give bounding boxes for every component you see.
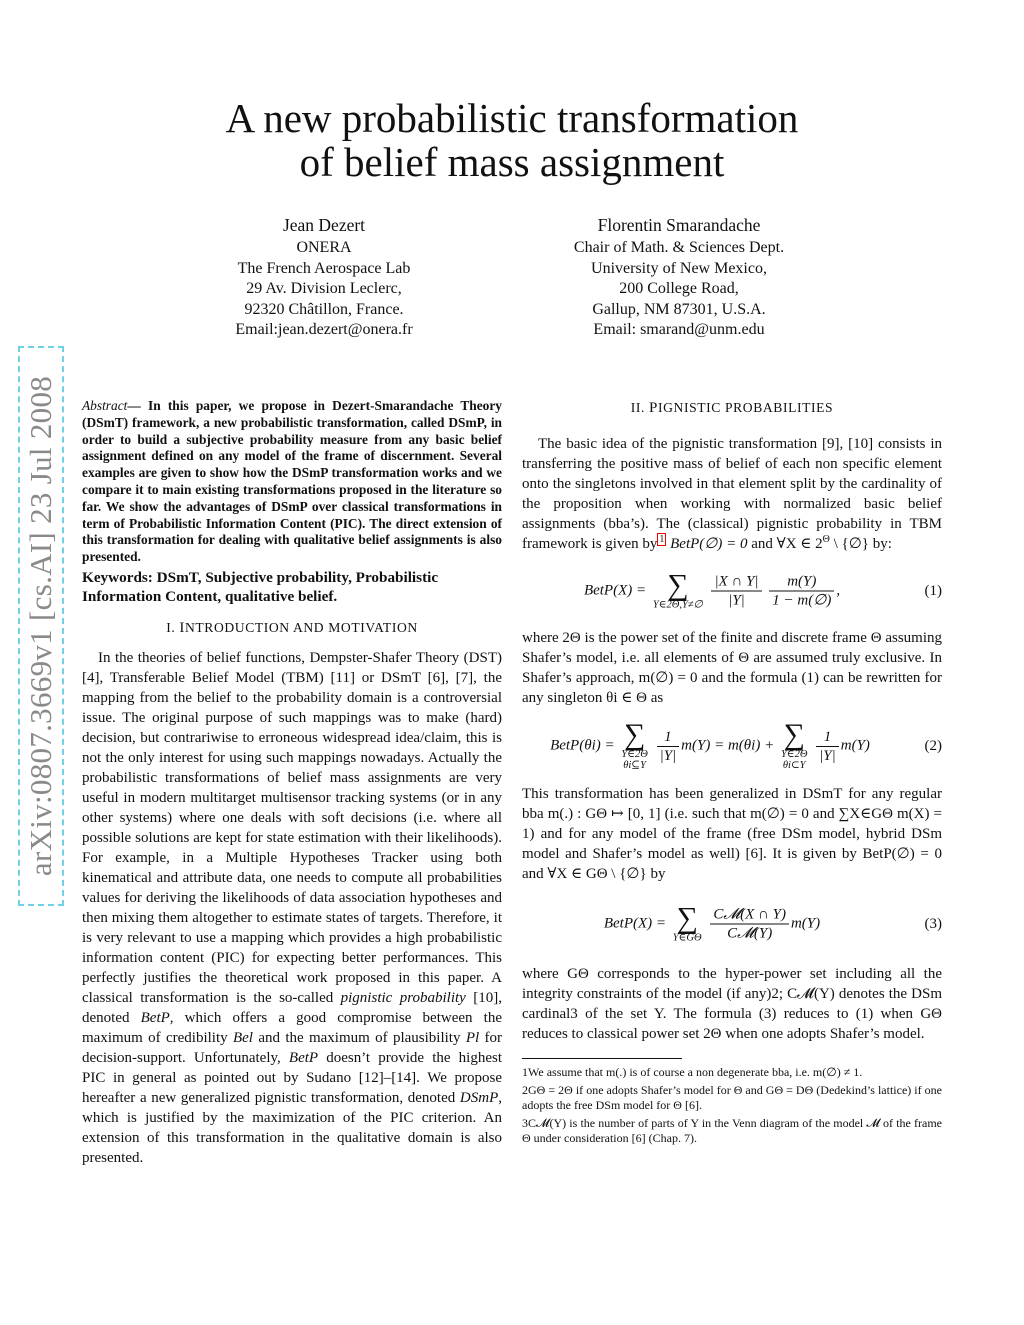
- eq-tail: ,: [836, 582, 841, 599]
- eq-tail: m(Y): [790, 915, 821, 932]
- text-run: , which offers a good compromise between the maximum of credibility: [82, 1009, 502, 1046]
- footnote-1: 1We assume that m(.) is of course a non degenerate bba, i.e. m(∅) ≠ 1.: [522, 1065, 863, 1079]
- author-affiliation: ONERA: [296, 239, 352, 256]
- sum-symbol: ∑ Y∈2Θ,Y≠∅: [652, 568, 703, 611]
- fraction: [657, 728, 680, 765]
- title-line-2: of belief mass assignment: [299, 139, 725, 185]
- equation-number: (2): [924, 738, 942, 754]
- equation-3: [522, 884, 942, 964]
- fraction-num: |X ∩ Y|: [711, 573, 761, 592]
- equation-2: [522, 708, 942, 784]
- text-run: , which is justified by the maximization of the PIC criterion. An extension of this transformation in the qualitative domain is also presented.: [82, 1089, 502, 1166]
- author-affiliation: Chair of Math. & Sciences Dept.: [573, 239, 785, 256]
- fraction: [816, 728, 839, 765]
- eq2-lhs: BetP(θi) =: [550, 737, 615, 754]
- fraction-den: |Y|: [728, 592, 745, 609]
- abstract-lead: Abstract: [82, 398, 128, 413]
- sum-symbol: ∑ Y∈2Θ θi⊆Y: [621, 718, 648, 771]
- section-title-rest: IGNISTIC PROBABILITIES: [658, 400, 834, 415]
- pignistic-paragraph-3: This transformation has been generalized in DSmT for any regular bba m(.) : GΘ ↦ [0, 1] (i.e. such that m(∅) = 0 and ∑X∈GΘ m(X) = 1) and for any model of the frame (free DSm model, hybrid DSm model and Shafer’s model as well) [6]. It is given by BetP(∅) = 0 and ∀X ∈ GΘ \ {∅} by: [522, 786, 942, 882]
- sum-subscript: θi⊆Y: [623, 760, 646, 771]
- pignistic-paragraph-2: where 2Θ is the power set of the finite and discrete frame Θ assuming Shafer’s model, i.e. all elements of Θ are assumed truly exclusive. In Shafer’s approach, m(∅) = 0 and the formula (1) can be rewritten for any singleton θi ∈ Θ as: [522, 630, 942, 706]
- author-affiliation: University of New Mexico,: [591, 259, 767, 277]
- eq3-lhs: BetP(X) =: [603, 915, 667, 932]
- footnote-rule: [522, 1058, 682, 1059]
- right-column: [522, 398, 942, 1147]
- math-symbol: Pl: [465, 1029, 480, 1046]
- intro-paragraph: [82, 648, 502, 1168]
- math-symbol: BetP: [140, 1009, 170, 1026]
- author-address: 92320 Châtillon, France.: [244, 300, 404, 318]
- footnote-link[interactable]: 1: [659, 534, 665, 545]
- section-title-initial: I: [179, 619, 185, 636]
- fraction: [710, 906, 789, 943]
- keywords: Keywords: DSmT, Subjective probability, Probabilistic Information Content, qualitative belief.: [82, 568, 439, 605]
- sum-symbol: ∑ Y∈GΘ: [672, 901, 702, 944]
- fraction-num: 1: [657, 728, 680, 747]
- author-address: 29 Av. Division Leclerc,: [246, 280, 402, 297]
- pignistic-paragraph-4: where GΘ corresponds to the hyper-power set including all the integrity constraints of the model (if any)2; C𝓜(Y) denotes the DSm cardinal3 of the set Y. The formula (3) reduces to (1) when GΘ reduces to classical power set 2Θ when one adopts Shafer’s model.: [522, 966, 942, 1042]
- fraction-num: C𝓜(X ∩ Y): [710, 906, 789, 925]
- text-run: The basic idea of the pignistic transformation [9], [10] consists in transferring the positive mass of belief of each non specific element onto the singletons involved in that element split by the cardinality of the proposition when working with normalized basic belief assignments (bba’s). The (classical) pignistic probability in TBM framework is given by: [522, 436, 942, 552]
- math-inline: and ∀X ∈ 2: [747, 536, 823, 552]
- author-block-2: [529, 214, 829, 341]
- text-run: In the theories of belief functions, Dempster-Shafer Theory (DST) [4], Transferable Belief Model (TBM) [11] or DSmT [6], [7], the mapping from the belief to the probability domain is a controversial issue. The original purpose of such mappings was to make (hard) decision, but contrariwise to erroneous widespread idea/claim, this is not the only interest for using such mappings nowadays. Actually the probabilistic transformations of belief mass assignments are very useful in modern multitarget multisensor tracking systems (or in any other systems) where one deals with soft decisions (i.e. where all possible solutions are kept for state estimation with their likelihoods). For example, in a Multiple Hypotheses Tracker using both kinematical and attribute data, one needs to compute all probabilities values for deriving the likelihoods of data association hypotheses and then mixing them altogether to estimate states of targets. Therefore, it is very relevant to use a mapping which provides a high probabilistic information content (PIC) for expecting better performances. This perfectly justifies the theoretical work proposed in this paper. A classical transformation is the so-called: [82, 649, 502, 1006]
- equation-1: [522, 554, 942, 628]
- eq-middle: m(Y) = m(θi) +: [681, 737, 775, 754]
- sum-subscript: Y∈2Θ,Y≠∅: [652, 599, 703, 611]
- abstract: [82, 398, 502, 566]
- section-number: I.: [166, 619, 176, 635]
- math-symbol: Bel: [232, 1029, 253, 1046]
- fraction: [769, 573, 834, 610]
- math-symbol: BetP: [288, 1049, 319, 1066]
- author-block-1: [174, 214, 474, 341]
- text-run: and the maximum of plausibility: [252, 1029, 466, 1046]
- author-name: Jean Dezert: [282, 215, 366, 235]
- sum-subscript: Y∈2Θ: [621, 749, 648, 760]
- section-heading-1: [82, 618, 502, 638]
- section-title-initial: P: [649, 400, 658, 416]
- emphasis: pignistic probability: [340, 989, 466, 1006]
- math-inline: BetP(∅) = 0: [666, 536, 748, 552]
- left-column: [82, 398, 502, 1168]
- sum-subscript: Y∈2Θ: [780, 749, 808, 760]
- equation-number: (1): [924, 583, 942, 599]
- author-address: 200 College Road,: [619, 280, 739, 297]
- text-run: [10], denoted: [82, 989, 502, 1026]
- fraction-den: 1 − m(∅): [772, 592, 832, 609]
- fraction-den: C𝓜(Y): [727, 925, 773, 942]
- author-name: Florentin Smarandache: [597, 215, 761, 235]
- sum-subscript: θi⊂Y: [782, 760, 806, 771]
- footnote-3: 3C𝓜(Y) is the number of parts of Y in the Venn diagram of the model 𝓜 of the frame Θ under consideration [6] (Chap. 7).: [522, 1115, 942, 1145]
- author-affiliation: The French Aerospace Lab: [237, 259, 411, 277]
- fraction: [711, 573, 761, 610]
- footnote-2: 2GΘ = 2Θ if one adopts Shafer’s model for Θ and GΘ = DΘ (Dedekind’s lattice) if one adopts the free DSm model for Θ [6].: [522, 1082, 942, 1112]
- math-symbol: DSmP: [459, 1089, 499, 1106]
- fraction-den: |Y|: [819, 747, 836, 764]
- section-heading-2: [522, 398, 942, 418]
- fraction-num: 1: [816, 728, 839, 747]
- eq1-lhs: BetP(X) =: [583, 582, 647, 599]
- section-number: II.: [630, 400, 646, 415]
- eq-tail: m(Y): [840, 737, 870, 754]
- arxiv-stamp: arXiv:0807.3669v1 [cs.AI] 23 Jul 2008: [23, 375, 58, 877]
- paper-title: [112, 96, 912, 184]
- fraction-den: |Y|: [659, 747, 677, 764]
- text-run: for decision-support. Unfortunately,: [82, 1029, 502, 1066]
- title-line-1: A new probabilistic transformation: [225, 95, 799, 141]
- pignistic-paragraph-1: The basic idea of the pignistic transformation [9], [10] consists in transferring the positive mass of belief of each non specific element onto the singletons involved in that element split by the cardinality of the proposition when working with normalized basic belief assignments (bba’s). The (classical) pignistic probability in TBM framework is given by $^1$ BetP(∅) = 0 and ∀X ∈ $2^\Theta$ \ {∅} by:: [522, 436, 942, 552]
- sum-subscript: Y∈GΘ: [672, 932, 702, 944]
- fraction-num: m(Y): [769, 573, 834, 592]
- math-inline: \ {∅} by:: [829, 536, 892, 552]
- author-email: Email:jean.dezert@onera.fr: [235, 321, 413, 338]
- section-title-rest: NTRODUCTION AND MOTIVATION: [184, 619, 418, 635]
- sum-symbol: ∑ Y∈2Θ θi⊂Y: [780, 718, 808, 771]
- author-address: Gallup, NM 87301, U.S.A.: [592, 300, 766, 318]
- text-run: doesn’t provide the highest PIC in general as pointed out by Sudano [12]–[14]. We propose hereafter a new generalized pignistic transformation, denoted: [82, 1049, 502, 1106]
- author-email: Email: smarand@unm.edu: [593, 321, 765, 338]
- abstract-text: — In this paper, we propose in Dezert-Smarandache Theory (DSmT) framework, a new probabilistic transformation, called DSmP, in order to build a subjective probability measure from any basic belief assignment defined on any model of the frame of discernment. Several examples are given to show how the DSmP transformation works and we compare it to main existing transformations proposed in the literature so far. We show the advantages of DSmP over classical transformations in term of Probabilistic Information Content (PIC). The direct extension of this transformation for dealing with qualitative belief assignments is also presented.: [82, 398, 502, 565]
- equation-number: (3): [924, 916, 942, 932]
